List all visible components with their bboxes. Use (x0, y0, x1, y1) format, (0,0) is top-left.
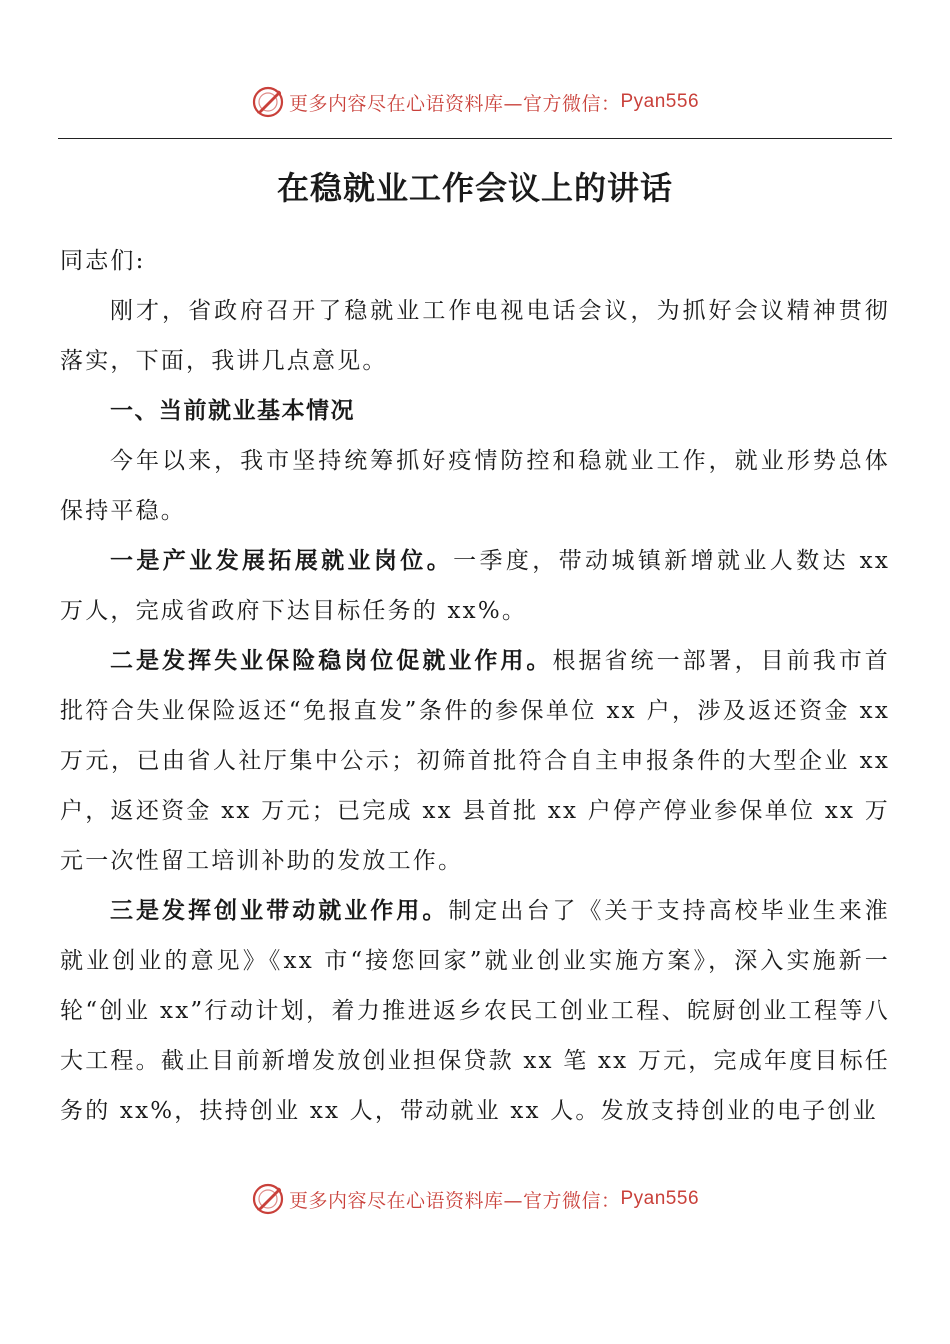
point-paragraph-3 (60, 886, 890, 1136)
intro-paragraph: 刚才，省政府召开了稳就业工作电视电话会议，为抓好会议精神贯彻落实，下面，我讲几点意见。 (60, 298, 890, 374)
point-body-1: 一季度，带动城镇新增就业人数达 xx 万人，完成省政府下达目标任务的 xx%。 (60, 548, 890, 624)
watermark-wechat-id: Pyan556 (620, 91, 700, 112)
point-lead-1: 一是产业发展拓展就业岗位。 (110, 547, 454, 574)
watermark-text: 更多内容尽在心语资料库—官方微信： (288, 92, 621, 115)
header-watermark (0, 82, 950, 122)
point-lead-3: 三是发挥创业带动就业作用。 (110, 897, 449, 924)
header-divider (58, 138, 892, 139)
quill-pen-logo-icon (251, 85, 285, 119)
watermark-text: 更多内容尽在心语资料库—官方微信： (288, 1189, 621, 1212)
section-intro-paragraph: 今年以来，我市坚持统筹抓好疫情防控和稳就业工作，就业形势总体保持平稳。 (60, 448, 890, 524)
footer-watermark (0, 1179, 950, 1219)
point-body-2: 根据省统一部署，目前我市首批符合失业保险返还“免报直发”条件的参保单位 xx 户，涉及返还资金 xx 万元，已由省人社厅集中公示；初筛首批符合自主申报条件的大型企业 xx 户，返还资金 xx 万元；已完成 xx 县首批 xx 户停产停业参保单位 xx 万元一次性留工培训补助的发放工作。 (60, 648, 890, 874)
point-body-3: 制定出台了《关于支持高校毕业生来淮就业创业的意见》《xx 市“接您回家”就业创业实施方案》，深入实施新一轮“创业 xx”行动计划，着力推进返乡农民工创业工程、皖厨创业工程等八大工程。截止目前新增发放创业担保贷款 xx 笔 xx 万元，完成年度目标任务的 xx%，扶持创业 xx 人，带动就业 xx 人。发放支持创业的电子创业 (60, 898, 890, 1124)
section-heading: 一、当前就业基本情况 (110, 398, 355, 424)
watermark-wechat-id: Pyan556 (620, 1188, 700, 1209)
point-paragraph-2 (60, 636, 890, 886)
point-paragraph-1 (60, 536, 890, 636)
quill-pen-logo-icon (251, 1182, 285, 1216)
salutation: 同志们: (60, 248, 146, 274)
point-lead-2: 二是发挥失业保险稳岗位促就业作用。 (110, 647, 553, 674)
document-body (60, 236, 890, 1136)
page-title: 在稳就业工作会议上的讲话 (276, 169, 673, 207)
